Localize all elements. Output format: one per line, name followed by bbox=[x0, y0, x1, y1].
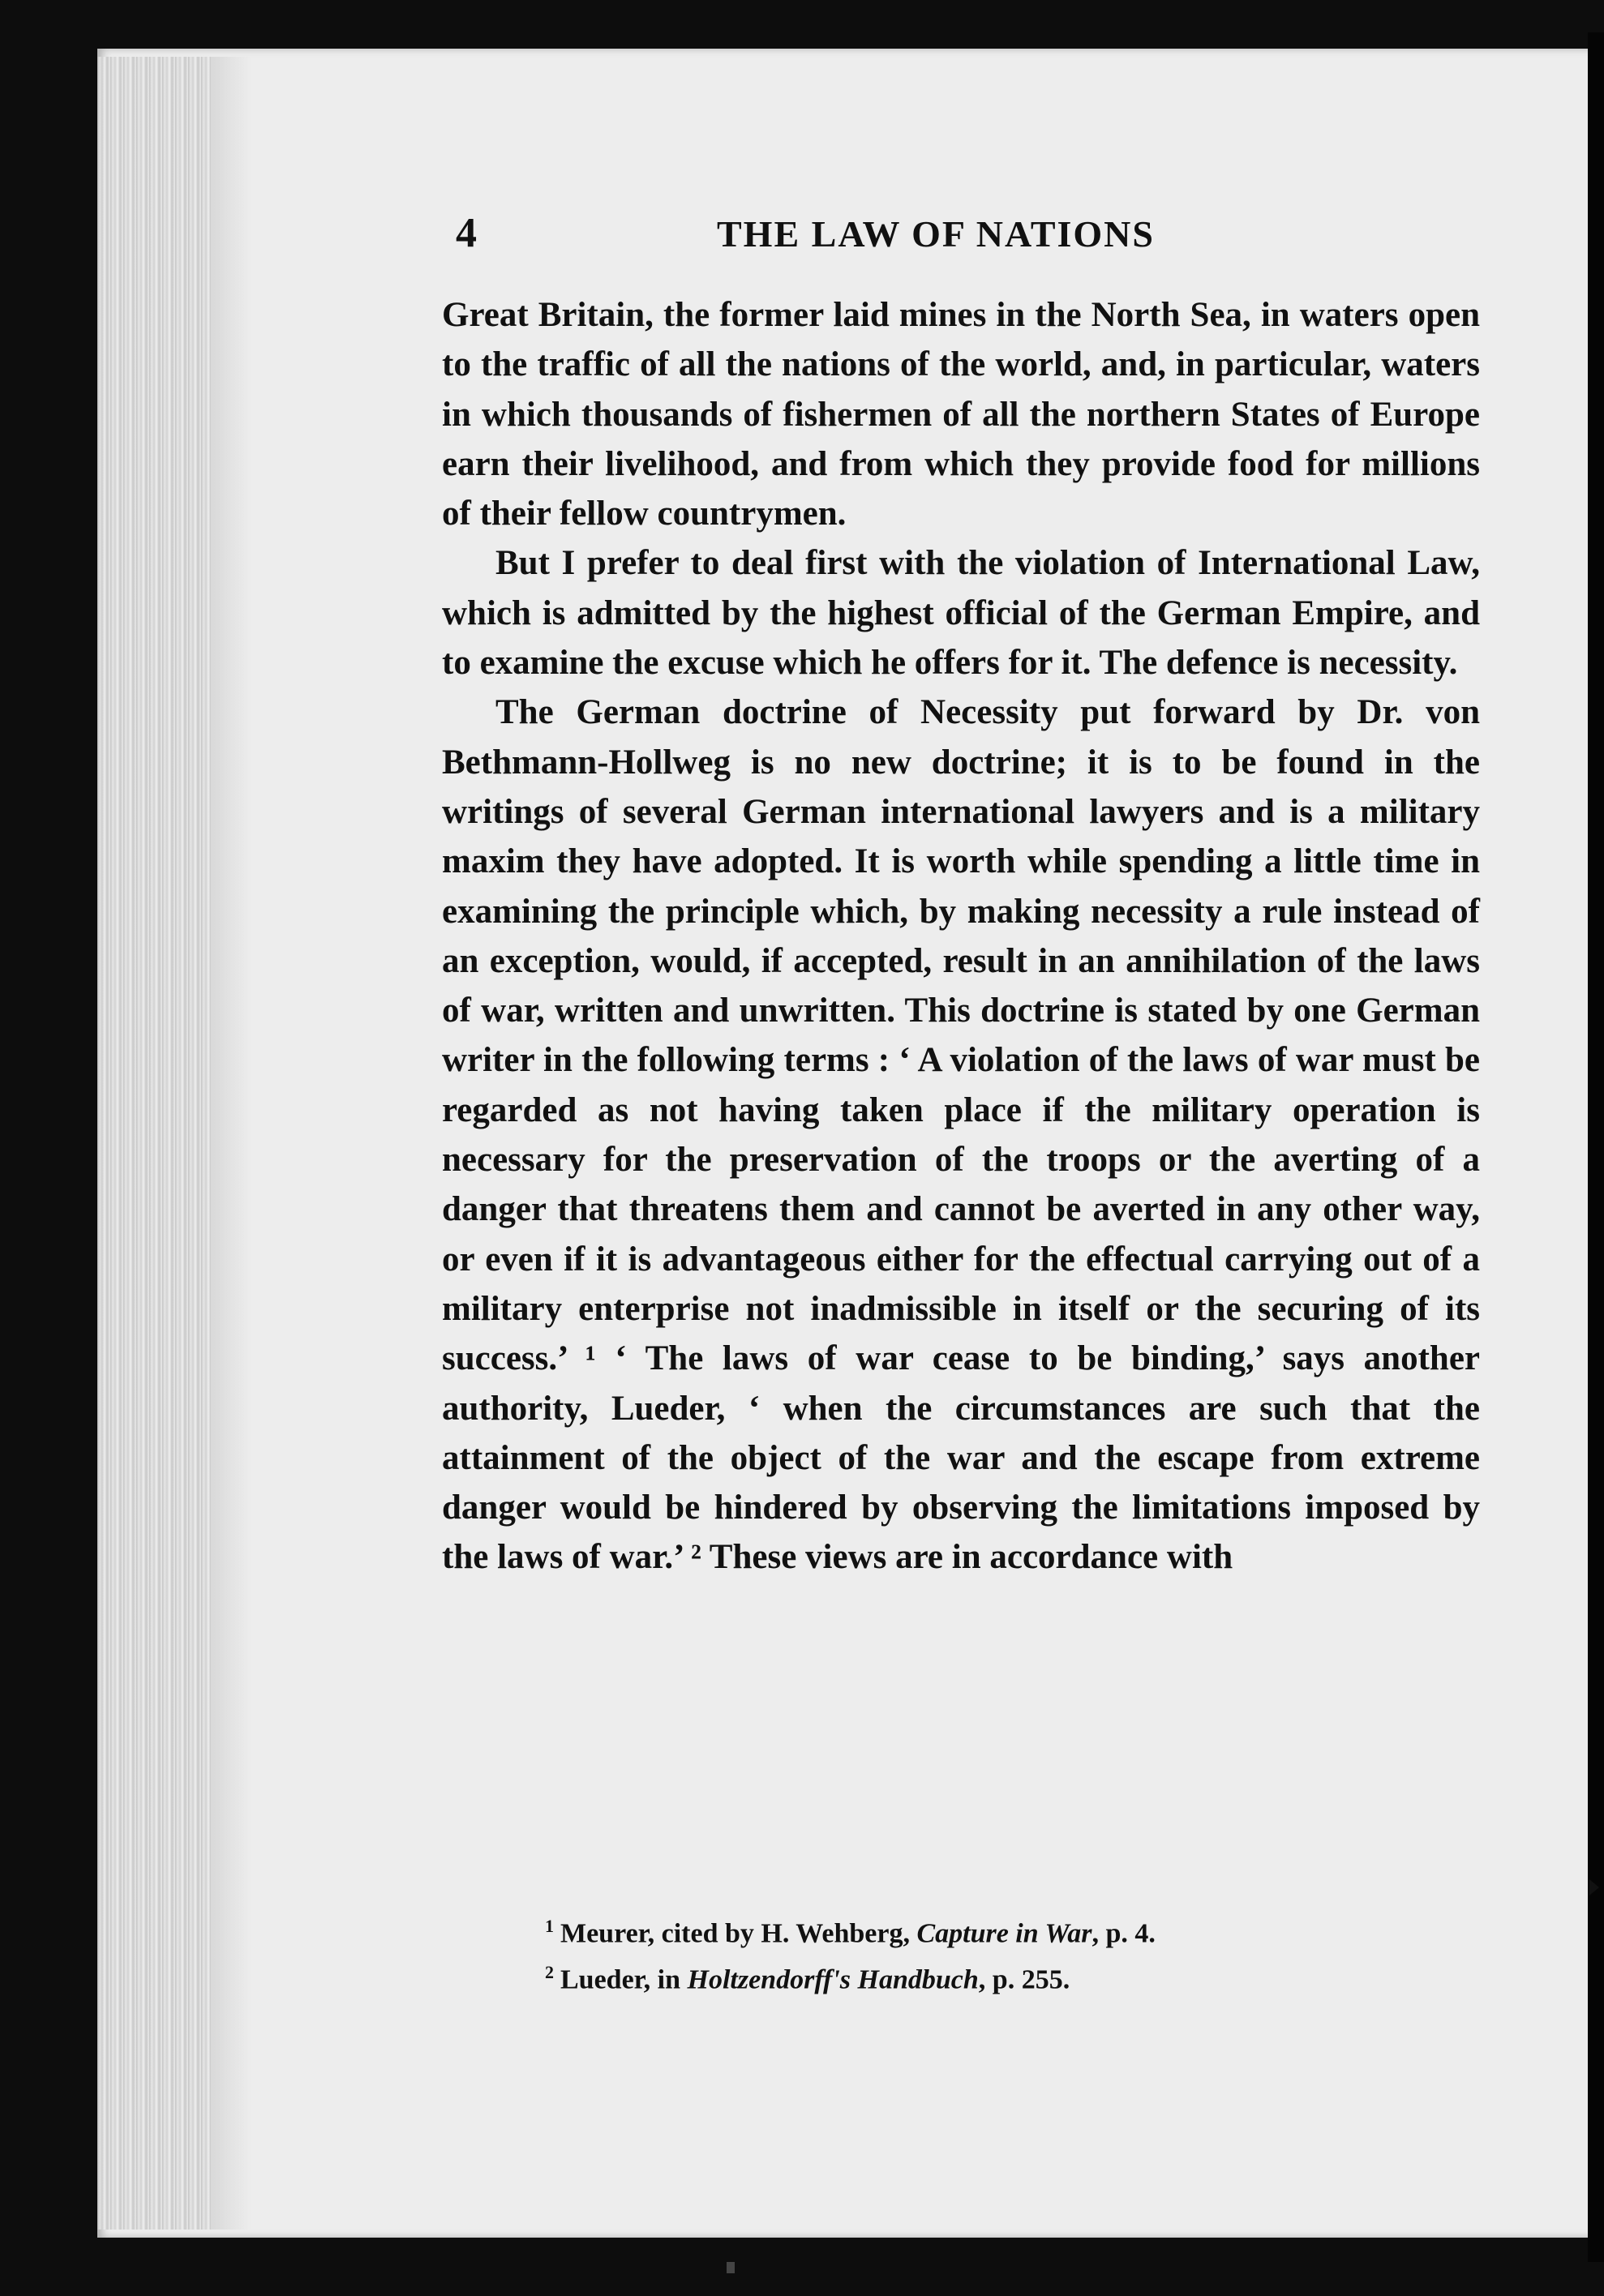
footnote-text: Meurer, cited by H. Wehberg, bbox=[560, 1918, 917, 1949]
page-number: 4 bbox=[456, 210, 477, 256]
footnote-marker: 2 bbox=[545, 1962, 554, 1983]
paragraph-3: The German doctrine of Necessity put forward by Dr. von Bethmann-Hollweg is no new doctrine; it is to be found in the writings of several German international lawyers and is a military maxim they have adopted. It is worth while spending a little time in examining the principle which, by making necessity a rule instead of an exception, would, if accepted, result in an annihilation of the laws of war, written and unwritten. This doctrine is stated by one German writer in the following terms : ‘ A violation of the laws of war must be regarded as not having taken place if the military operation is necessary for the preservation of the troops or the averting of a danger that threatens them and cannot be averted in any other way, or even if it is advantageous either for the effectual carrying out of a military enterprise not inadmissible in itself or the securing of its success.’ ¹ ‘ The laws of war cease to be binding,’ says another authority, Lueder, ‘ when the circumstances are such that the attainment of the object of the war and the escape from extreme danger would be hindered by observing the limitations imposed by the laws of war.’ ² These views are in accordance with bbox=[442, 693, 1480, 1577]
running-head-title: THE LAW OF NATIONS bbox=[717, 213, 1155, 255]
footnote-1 bbox=[545, 1907, 1453, 1953]
body-text bbox=[442, 290, 1480, 1583]
paragraph-2: But I prefer to deal first with the violation of International Law, which is admitted by the highest official of the German Empire, and to examine the excuse which he offers for it. The defence is necessity. bbox=[442, 544, 1480, 683]
footnotes bbox=[545, 1907, 1453, 2000]
footnote-text: , p. 4. bbox=[1091, 1918, 1156, 1949]
paragraph-1: Great Britain, the former laid mines in the North Sea, in waters open to the traffic of all the nations of the world, and, in particular, waters in which thousands of fishermen of all the northern States of Europe earn their livelihood, and from which they provide food for millions of their fellow countrymen. bbox=[442, 296, 1480, 533]
page-stack-edge bbox=[97, 57, 211, 2230]
running-head bbox=[456, 209, 1267, 266]
arrow-marker-icon bbox=[1589, 1879, 1599, 1895]
footnote-2 bbox=[545, 1953, 1453, 1999]
scan-speck bbox=[727, 2262, 735, 2273]
footnote-text: , p. 255. bbox=[978, 1964, 1070, 1995]
footnote-text: Lueder, in bbox=[560, 1964, 688, 1995]
footnote-marker: 1 bbox=[545, 1916, 554, 1936]
footnote-title: Holtzendorff's Handbuch bbox=[687, 1964, 979, 1995]
footnote-title: Capture in War bbox=[916, 1918, 1092, 1949]
scan-border bbox=[1588, 32, 1604, 2262]
